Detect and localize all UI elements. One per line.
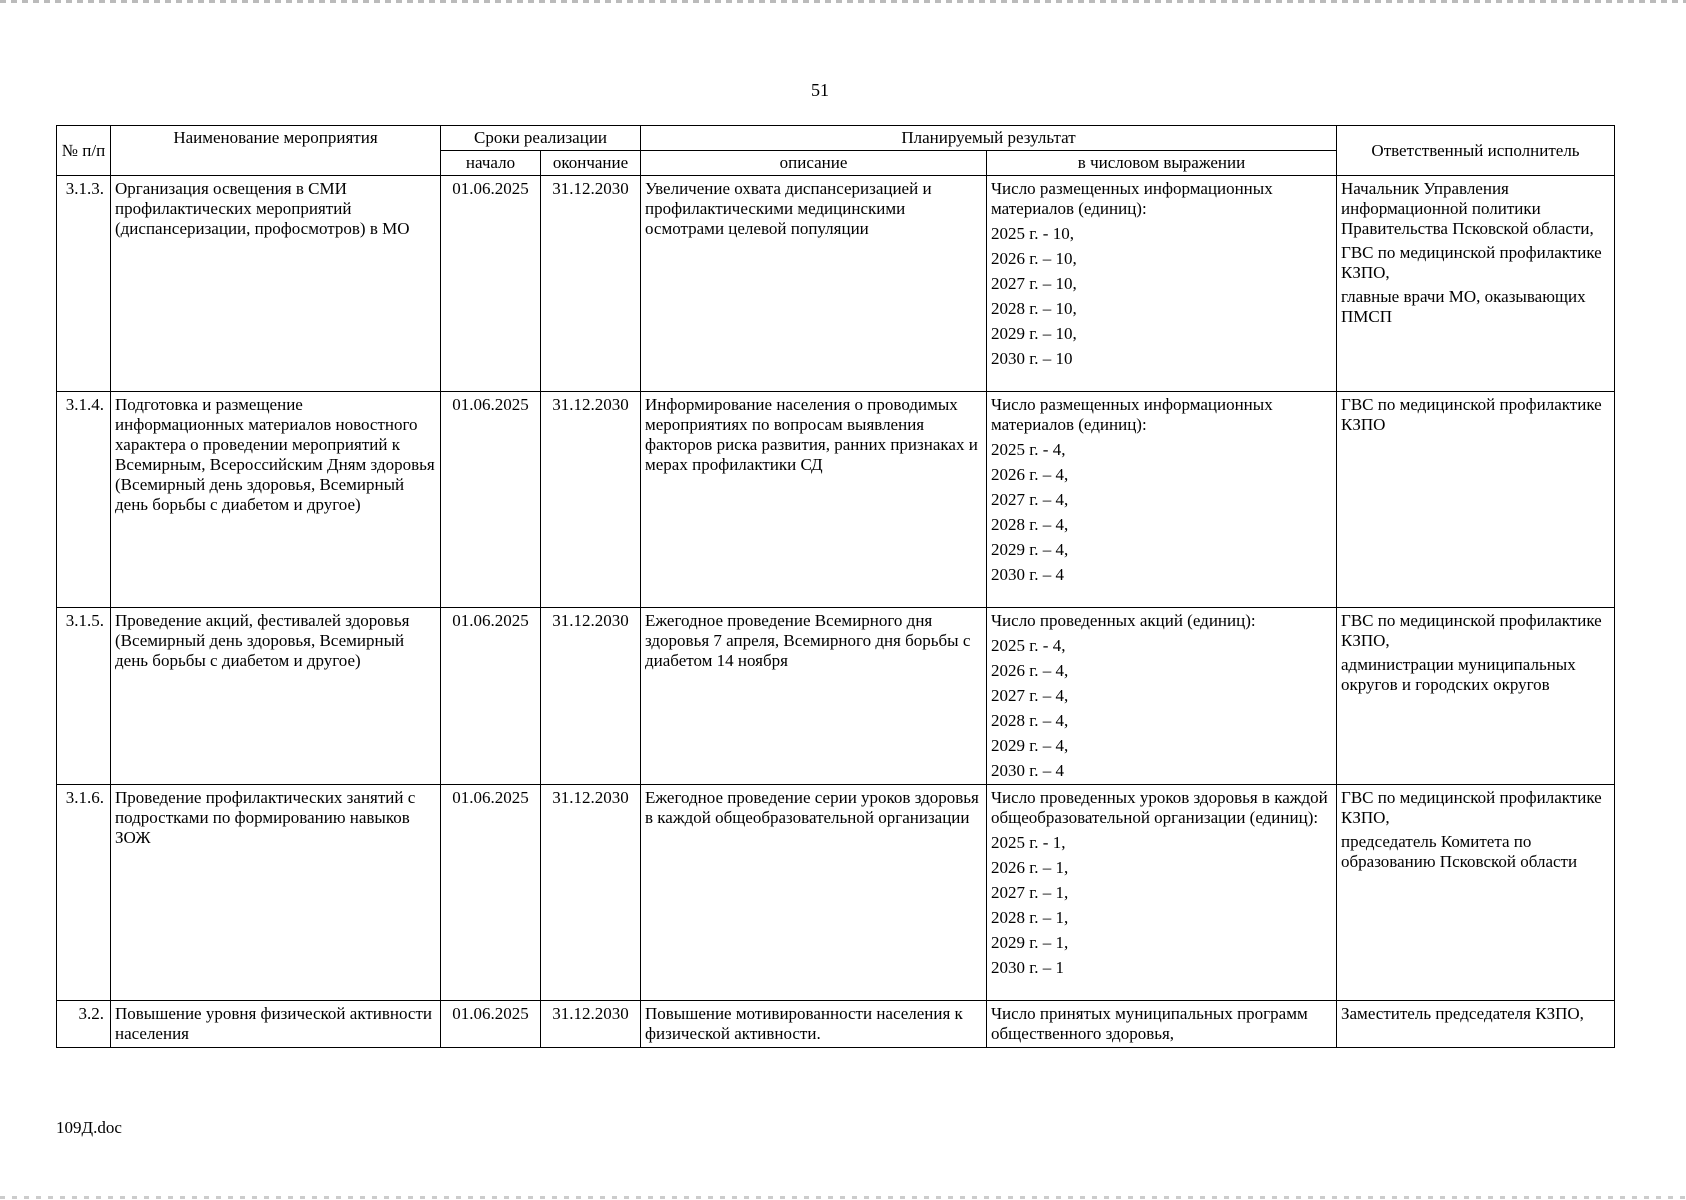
responsible-entry: ГВС по медицинской профилактике КЗПО, (1341, 788, 1602, 827)
file-name-footer: 109Д.doc (56, 1118, 122, 1137)
year-value: 2027 г. – 10, (991, 274, 1077, 293)
start-date: 01.06.2025 (441, 1001, 541, 1048)
end-date: 31.12.2030 (541, 608, 641, 785)
event-name: Проведение профилактических занятий с подростками по формированию навыков ЗОЖ (111, 785, 441, 1001)
header-num: № п/п (57, 126, 111, 176)
numeric-title: Число проведенных акций (единиц): (991, 611, 1256, 630)
table-row (57, 392, 1615, 608)
responsible-entry: ГВС по медицинской профилактике КЗПО, (1341, 611, 1602, 650)
year-value: 2028 г. – 4, (991, 711, 1069, 730)
responsible-executor (1337, 176, 1615, 392)
header-description: описание (641, 151, 987, 176)
responsible-executor (1337, 608, 1615, 785)
header-terms: Сроки реализации (441, 126, 641, 151)
result-description: Информирование населения о проводимых мероприятиях по вопросам выявления факторов риска развития, ранних признаках и мерах профилактики СД (641, 392, 987, 608)
responsible-entry: ГВС по медицинской профилактике КЗПО, (1341, 243, 1602, 282)
header-numeric: в числовом выражении (987, 151, 1337, 176)
scan-edge-top (0, 0, 1686, 3)
responsible-executor (1337, 392, 1615, 608)
row-number: 3.1.6. (57, 785, 111, 1001)
events-table (56, 125, 1615, 1048)
event-name: Организация освещения в СМИ профилактических мероприятий (диспансеризации, профосмотров) в МО (111, 176, 441, 392)
row-number: 3.1.3. (57, 176, 111, 392)
header-end: окончание (541, 151, 641, 176)
responsible-entry: ГВС по медицинской профилактике КЗПО (1341, 395, 1602, 434)
year-value: 2027 г. – 1, (991, 883, 1069, 902)
result-numeric (987, 785, 1337, 1001)
year-value: 2029 г. – 1, (991, 933, 1069, 952)
year-value: 2029 г. – 4, (991, 540, 1069, 559)
end-date: 31.12.2030 (541, 785, 641, 1001)
result-numeric (987, 176, 1337, 392)
table-row (57, 176, 1615, 392)
numeric-title: Число размещенных информационных материалов (единиц): (991, 179, 1273, 218)
responsible-entry: главные врачи МО, оказывающих ПМСП (1341, 287, 1586, 326)
event-name: Подготовка и размещение информационных материалов новостного характера о проведении мероприятий к Всемирным, Всероссийским Дням здоровья (Всемирный день здоровья, Всемирный день борьбы с диабетом и другое) (111, 392, 441, 608)
year-value: 2027 г. – 4, (991, 490, 1069, 509)
header-name: Наименование мероприятия (111, 126, 441, 176)
year-value: 2025 г. - 4, (991, 636, 1066, 655)
year-value: 2026 г. – 1, (991, 858, 1069, 877)
year-value: 2026 г. – 4, (991, 465, 1069, 484)
year-value: 2025 г. - 1, (991, 833, 1066, 852)
end-date: 31.12.2030 (541, 1001, 641, 1048)
year-value: 2030 г. – 4 (991, 761, 1065, 780)
event-name: Проведение акций, фестивалей здоровья (Всемирный день здоровья, Всемирный день борьбы с диабетом и другое) (111, 608, 441, 785)
result-numeric (987, 392, 1337, 608)
year-value: 2028 г. – 4, (991, 515, 1069, 534)
year-value: 2026 г. – 4, (991, 661, 1069, 680)
year-value: 2029 г. – 10, (991, 324, 1077, 343)
responsible-entry: Начальник Управления информационной политики Правительства Псковской области, (1341, 179, 1594, 238)
responsible-entry: Заместитель председателя КЗПО, (1341, 1004, 1584, 1023)
end-date: 31.12.2030 (541, 176, 641, 392)
result-numeric (987, 608, 1337, 785)
start-date: 01.06.2025 (441, 392, 541, 608)
year-value: 2028 г. – 10, (991, 299, 1077, 318)
header-result: Планируемый результат (641, 126, 1337, 151)
table-body (57, 176, 1615, 1048)
table-row (57, 1001, 1615, 1048)
start-date: 01.06.2025 (441, 608, 541, 785)
table-row (57, 608, 1615, 785)
responsible-executor (1337, 785, 1615, 1001)
header-responsible: Ответственный исполнитель (1337, 126, 1615, 176)
year-value: 2030 г. – 10 (991, 349, 1073, 368)
responsible-entry: председатель Комитета по образованию Псковской области (1341, 832, 1578, 871)
end-date: 31.12.2030 (541, 392, 641, 608)
start-date: 01.06.2025 (441, 176, 541, 392)
year-value: 2026 г. – 10, (991, 249, 1077, 268)
responsible-entry: администрации муниципальных округов и городских округов (1341, 655, 1576, 694)
year-value: 2029 г. – 4, (991, 736, 1069, 755)
result-numeric (987, 1001, 1337, 1048)
result-description: Ежегодное проведение Всемирного дня здоровья 7 апреля, Всемирного дня борьбы с диабетом 14 ноября (641, 608, 987, 785)
numeric-title: Число размещенных информационных материалов (единиц): (991, 395, 1273, 434)
year-value: 2025 г. - 10, (991, 224, 1074, 243)
result-description: Повышение мотивированности населения к физической активности. (641, 1001, 987, 1048)
year-value: 2030 г. – 1 (991, 958, 1065, 977)
year-value: 2030 г. – 4 (991, 565, 1065, 584)
numeric-title: Число принятых муниципальных программ общественного здоровья, (991, 1004, 1308, 1043)
year-value: 2027 г. – 4, (991, 686, 1069, 705)
header-start: начало (441, 151, 541, 176)
responsible-executor (1337, 1001, 1615, 1048)
row-number: 3.2. (57, 1001, 111, 1048)
row-number: 3.1.5. (57, 608, 111, 785)
page-number: 51 (811, 80, 829, 100)
year-value: 2025 г. - 4, (991, 440, 1066, 459)
event-name: Повышение уровня физической активности населения (111, 1001, 441, 1048)
scan-edge-bottom (0, 1196, 1686, 1199)
year-value: 2028 г. – 1, (991, 908, 1069, 927)
result-description: Увеличение охвата диспансеризацией и профилактическими медицинскими осмотрами целевой популяции (641, 176, 987, 392)
row-number: 3.1.4. (57, 392, 111, 608)
start-date: 01.06.2025 (441, 785, 541, 1001)
table-row (57, 785, 1615, 1001)
result-description: Ежегодное проведение серии уроков здоровья в каждой общеобразовательной организации (641, 785, 987, 1001)
numeric-title: Число проведенных уроков здоровья в каждой общеобразовательной организации (единиц): (991, 788, 1328, 827)
